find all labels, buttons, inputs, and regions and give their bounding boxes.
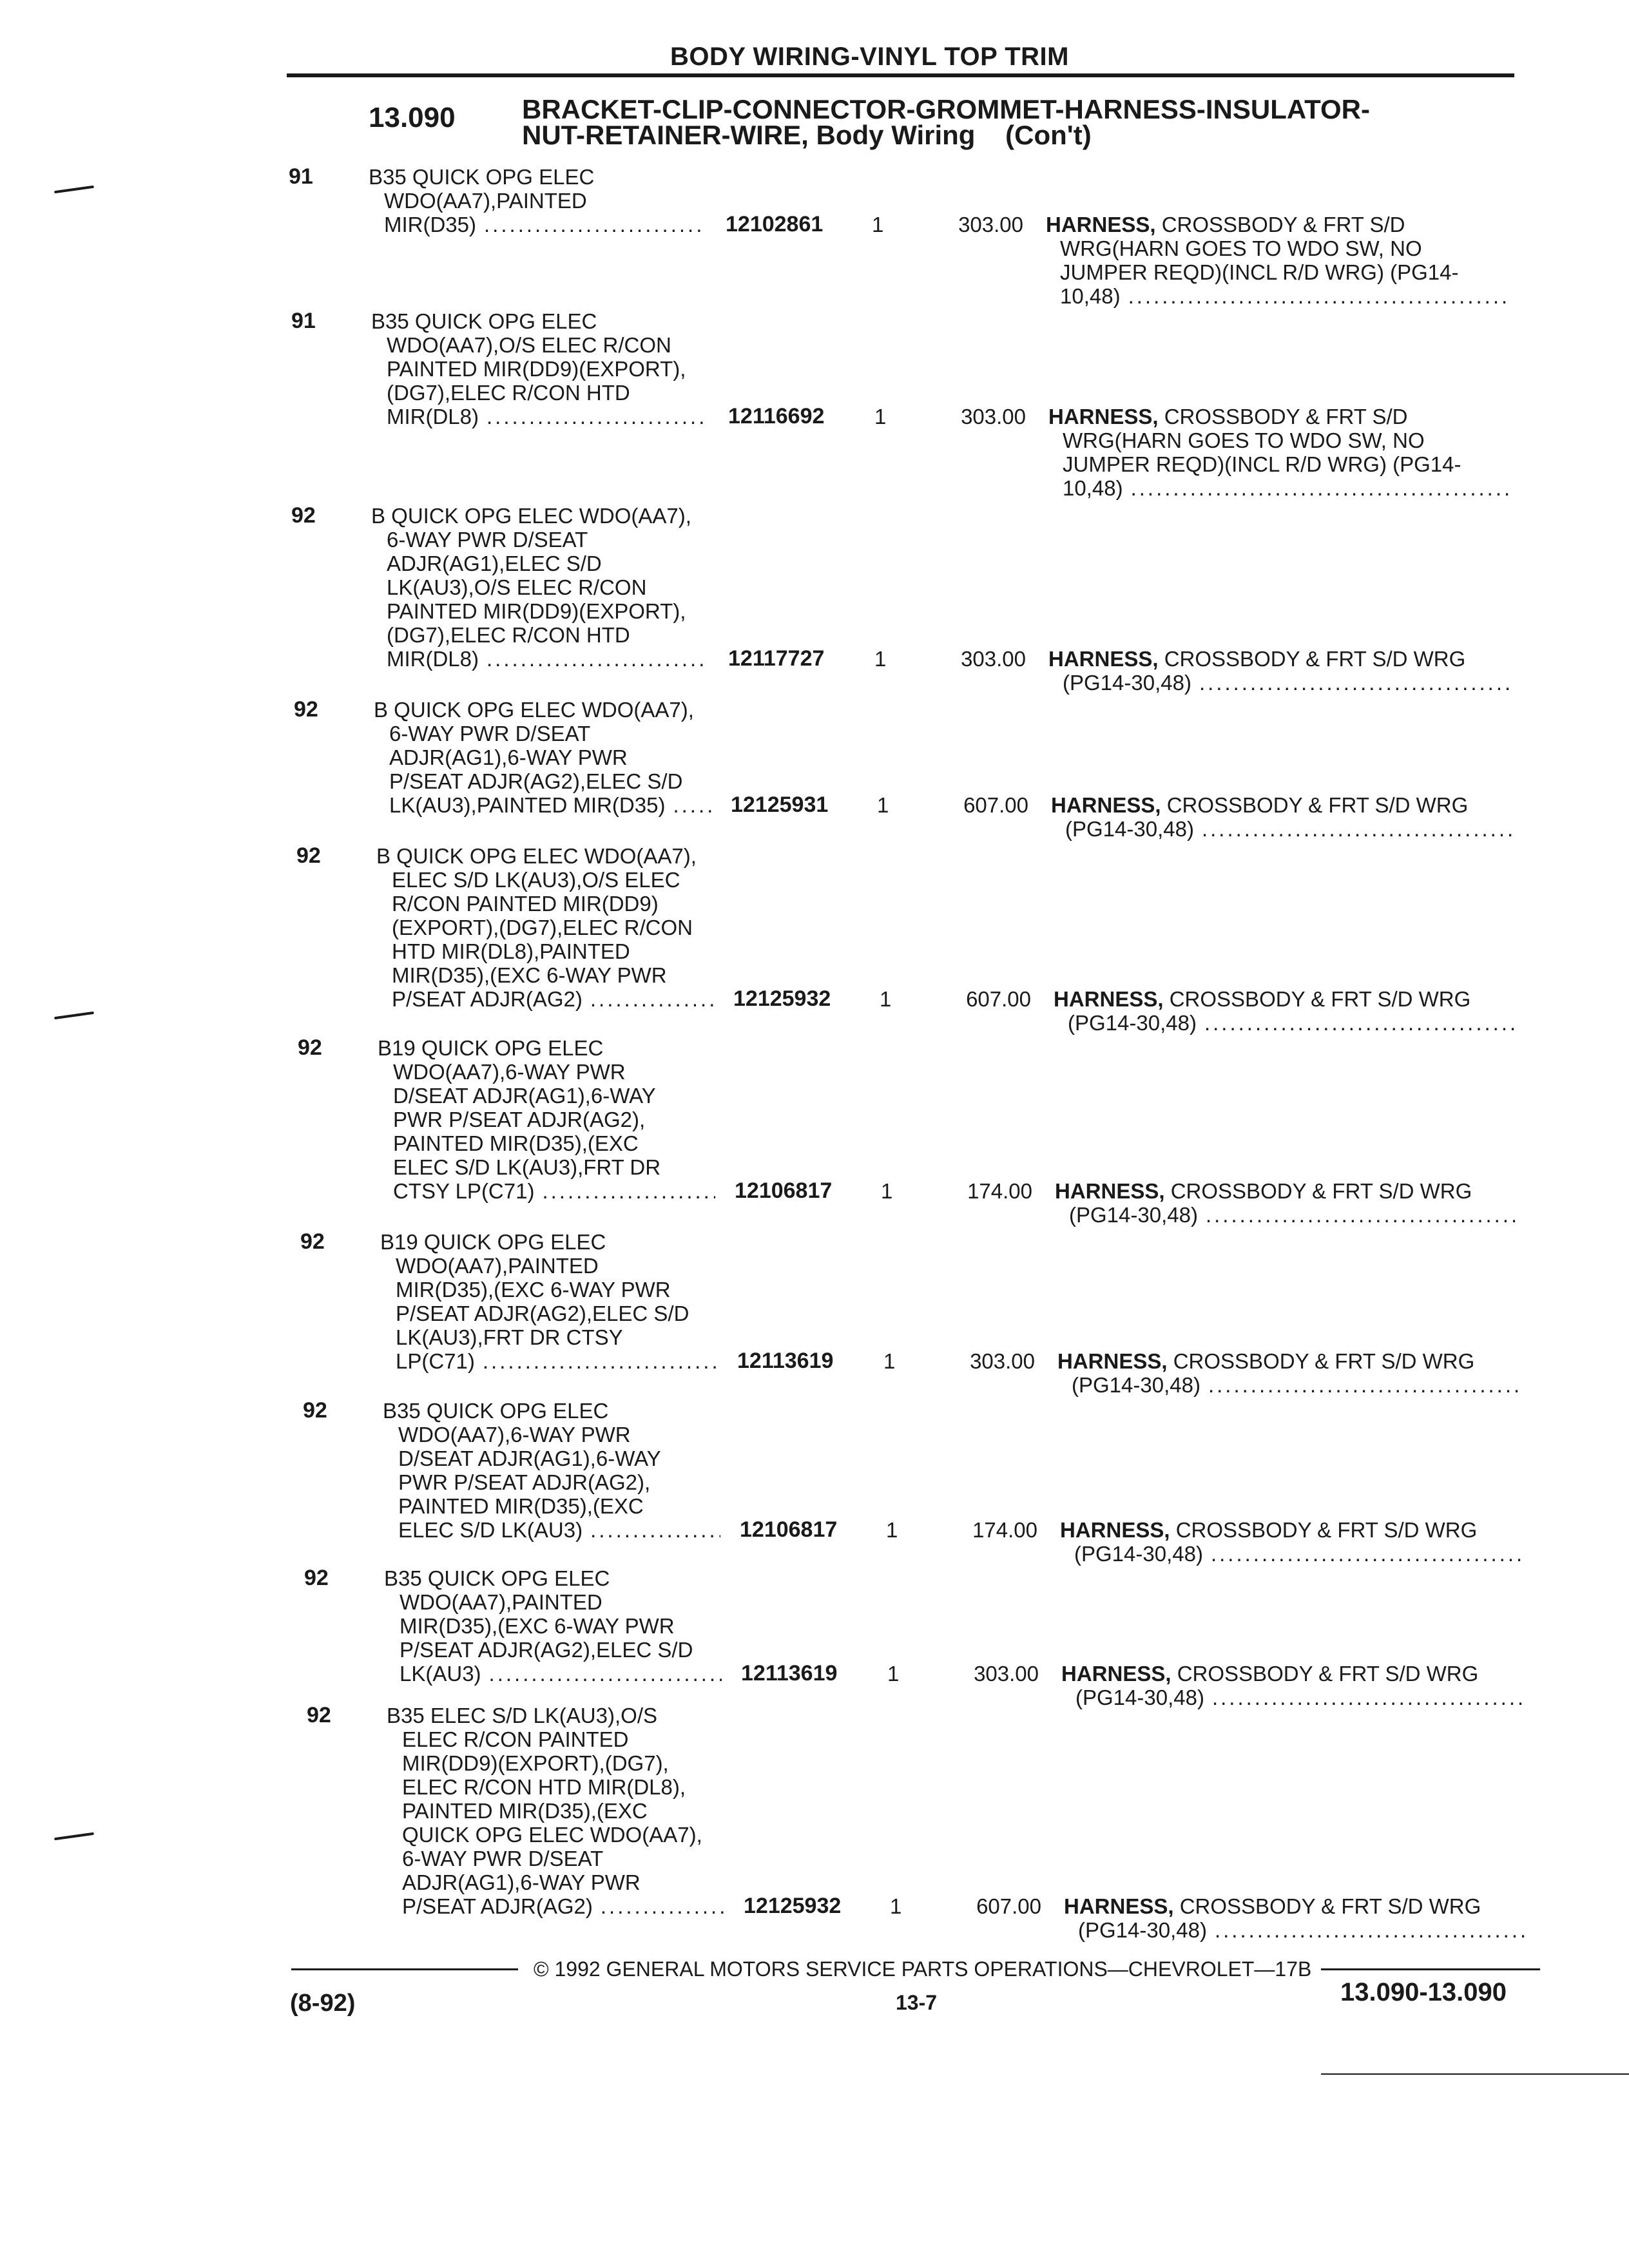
section-title-line2: NUT-RETAINER-WIRE, Body Wiring (Con't) [522, 120, 1092, 150]
usage-description [380, 1230, 715, 1373]
dot-leader [1208, 1373, 1523, 1397]
dot-leader [484, 213, 706, 236]
section-code: 13.090 [369, 102, 456, 133]
part-name-text: CROSSBODY & FRT S/D WRG [1173, 1894, 1481, 1918]
description-line: P/SEAT ADJR(AG2) [402, 1894, 593, 1918]
ref-number: 92 [296, 843, 321, 868]
description-line: WDO(AA7),O/S ELEC R/CON [387, 333, 671, 357]
part-name-line: JUMPER REQD)(INCL R/D WRG) (PG14- [1063, 452, 1461, 476]
price: 174.00 [967, 1179, 1032, 1203]
part-name-line: (PG14-30,48) [1069, 1203, 1198, 1227]
dot-leader [1128, 284, 1511, 308]
description-line: LK(AU3),FRT DR CTSY [396, 1325, 623, 1349]
ref-number: 91 [289, 164, 313, 189]
quantity: 1 [874, 405, 887, 428]
price: 303.00 [958, 213, 1023, 236]
price: 303.00 [961, 647, 1026, 671]
description-line: B35 QUICK OPG ELEC [384, 1566, 610, 1590]
description-line: MIR(DD9)(EXPORT),(DG7), [402, 1751, 669, 1775]
dot-leader [590, 987, 714, 1011]
part-name-first-line [1048, 647, 1525, 671]
description-line: P/SEAT ADJR(AG2),ELEC S/D [400, 1638, 693, 1662]
part-name-line: (PG14-30,48) [1078, 1918, 1207, 1942]
ref-number: 92 [303, 1398, 327, 1423]
part-name [1051, 793, 1528, 841]
dot-leader [1202, 817, 1516, 841]
ref-number: 92 [304, 1566, 329, 1590]
part-number: 12125931 [731, 793, 829, 817]
ref-number: 92 [307, 1703, 331, 1727]
part-name-last-line [1048, 671, 1514, 695]
part-name [1060, 1518, 1537, 1566]
description-line: MIR(D35),(EXC 6-WAY PWR [396, 1278, 671, 1302]
description-last-line [369, 213, 706, 236]
description-last-line [383, 1518, 720, 1542]
usage-description [384, 1566, 719, 1686]
part-name-first-line [1061, 1662, 1538, 1686]
description-line: ADJR(AG1),6-WAY PWR [402, 1870, 641, 1894]
part-name-last-line [1054, 1011, 1519, 1035]
description-line: (EXPORT),(DG7),ELEC R/CON [392, 916, 693, 939]
ref-number: 91 [291, 309, 316, 333]
part-name [1057, 1349, 1534, 1397]
bottom-rule [1321, 2073, 1629, 2075]
part-name-last-line [1046, 284, 1511, 308]
description-line: MIR(DL8) [387, 647, 479, 671]
description-line: B19 QUICK OPG ELEC [380, 1230, 606, 1254]
dot-leader [1211, 1542, 1525, 1566]
dot-leader [483, 1349, 718, 1373]
description-line: MIR(D35),(EXC 6-WAY PWR [400, 1614, 675, 1638]
part-name-first-line [1046, 213, 1523, 236]
description-line: 6-WAY PWR D/SEAT [389, 722, 591, 745]
description-line: MIR(D35),(EXC 6-WAY PWR [392, 963, 667, 987]
part-name-first-line [1064, 1894, 1541, 1918]
part-name-keyword: HARNESS, [1048, 405, 1159, 428]
part-name-first-line [1054, 987, 1530, 1011]
dot-leader [1212, 1686, 1527, 1709]
part-name-keyword: HARNESS, [1057, 1349, 1168, 1373]
part-number: 12125932 [733, 986, 831, 1011]
part-name-line: WRG(HARN GOES TO WDO SW, NO [1063, 428, 1425, 452]
description-line: WDO(AA7),PAINTED [396, 1254, 599, 1278]
part-name-last-line [1055, 1203, 1520, 1227]
price: 303.00 [974, 1662, 1039, 1686]
description-last-line [371, 405, 709, 428]
part-name-text: CROSSBODY & FRT S/D WRG [1164, 1179, 1472, 1203]
usage-description [371, 309, 706, 428]
dot-leader [1206, 1203, 1520, 1227]
footer-date-code: (8-92) [290, 1990, 356, 2017]
description-line: B35 QUICK OPG ELEC [371, 309, 597, 333]
description-line: WDO(AA7),PAINTED [400, 1590, 602, 1614]
section-title-line1: BRACKET-CLIP-CONNECTOR-GROMMET-HARNESS-INSULATOR- [522, 94, 1370, 124]
description-line: 6-WAY PWR D/SEAT [387, 528, 588, 552]
part-name-keyword: HARNESS, [1061, 1662, 1171, 1686]
price: 607.00 [966, 987, 1031, 1011]
part-name-last-line [1060, 1542, 1525, 1566]
description-line: B19 QUICK OPG ELEC [378, 1036, 604, 1060]
description-line: LK(AU3) [400, 1662, 481, 1686]
description-last-line [376, 987, 714, 1011]
usage-description [387, 1704, 722, 1918]
quantity: 1 [877, 793, 889, 817]
part-name-first-line [1048, 405, 1525, 428]
part-name-keyword: HARNESS, [1046, 213, 1156, 236]
description-line: P/SEAT ADJR(AG2),ELEC S/D [389, 769, 683, 793]
dot-leader [489, 1662, 722, 1686]
part-name-last-line [1064, 1918, 1529, 1942]
part-name-keyword: HARNESS, [1064, 1894, 1174, 1918]
part-name-first-line [1051, 793, 1528, 817]
part-name-keyword: HARNESS, [1051, 793, 1161, 817]
page-header: BODY WIRING-VINYL TOP TRIM [670, 43, 1069, 71]
part-name-line: WRG(HARN GOES TO WDO SW, NO [1060, 236, 1422, 260]
description-line: LK(AU3),O/S ELEC R/CON [387, 575, 647, 599]
description-line: D/SEAT ADJR(AG1),6-WAY [398, 1446, 661, 1470]
part-number: 12102861 [726, 212, 824, 236]
ref-number: 92 [294, 697, 318, 722]
margin-mark [54, 1012, 94, 1020]
margin-mark [54, 186, 94, 194]
part-name-keyword: HARNESS, [1055, 1179, 1165, 1203]
description-last-line [384, 1662, 722, 1686]
part-name-keyword: HARNESS, [1048, 647, 1159, 671]
part-number: 12106817 [735, 1178, 833, 1203]
part-name-text: CROSSBODY & FRT S/D WRG [1170, 1518, 1478, 1542]
quantity: 1 [887, 1662, 900, 1686]
description-last-line [387, 1894, 724, 1918]
description-line: PWR P/SEAT ADJR(AG2), [393, 1108, 646, 1131]
part-name-line: (PG14-30,48) [1068, 1011, 1197, 1035]
dot-leader [1199, 671, 1514, 695]
description-line: ELEC R/CON PAINTED [402, 1727, 629, 1751]
description-line: ELEC S/D LK(AU3),FRT DR [393, 1155, 661, 1179]
part-number: 12117727 [728, 646, 825, 671]
footer-copyright: © 1992 GENERAL MOTORS SERVICE PARTS OPERATIONS—CHEVROLET—17B [534, 1957, 1312, 1981]
ref-number: 92 [291, 503, 316, 528]
quantity: 1 [886, 1518, 898, 1542]
footer-range: 13.090-13.090 [1340, 1978, 1507, 2006]
part-name-text: CROSSBODY & FRT S/D WRG [1163, 987, 1471, 1011]
description-line: LP(C71) [396, 1349, 475, 1373]
part-name-text: CROSSBODY & FRT S/D WRG [1158, 647, 1466, 671]
price: 174.00 [972, 1518, 1037, 1542]
description-last-line [371, 647, 709, 671]
part-name-text: CROSSBODY & FRT S/D [1155, 213, 1405, 236]
part-name [1048, 647, 1525, 695]
description-last-line [378, 1179, 715, 1203]
description-line: ADJR(AG1),ELEC S/D [387, 552, 602, 575]
description-last-line [374, 793, 711, 817]
description-line: WDO(AA7),6-WAY PWR [398, 1423, 631, 1446]
part-name-first-line [1057, 1349, 1534, 1373]
part-name-line: JUMPER REQD)(INCL R/D WRG) (PG14- [1060, 260, 1459, 284]
part-name-line: 10,48) [1063, 476, 1123, 500]
quantity: 1 [881, 1179, 893, 1203]
part-name-text: CROSSBODY & FRT S/D WRG [1171, 1662, 1479, 1686]
part-name-last-line [1057, 1373, 1523, 1397]
description-line: P/SEAT ADJR(AG2),ELEC S/D [396, 1302, 689, 1325]
part-name-line: (PG14-30,48) [1072, 1373, 1200, 1397]
part-name [1054, 987, 1530, 1035]
footer-rule-left [291, 1968, 518, 1970]
part-name [1061, 1662, 1538, 1709]
description-line: PAINTED MIR(D35),(EXC [402, 1799, 648, 1823]
dot-leader [487, 647, 709, 671]
quantity: 1 [883, 1349, 896, 1373]
part-name-line: (PG14-30,48) [1074, 1542, 1203, 1566]
description-last-line [380, 1349, 718, 1373]
description-line: QUICK OPG ELEC WDO(AA7), [402, 1823, 702, 1847]
footer-page-number: 13-7 [896, 1991, 938, 2014]
usage-description [374, 698, 709, 817]
part-name-text: CROSSBODY & FRT S/D WRG [1167, 1349, 1475, 1373]
description-line: B35 QUICK OPG ELEC [383, 1399, 609, 1423]
price: 303.00 [970, 1349, 1035, 1373]
quantity: 1 [880, 987, 892, 1011]
price: 607.00 [963, 793, 1028, 817]
usage-description [376, 844, 711, 1011]
part-name-keyword: HARNESS, [1054, 987, 1164, 1011]
description-line: PAINTED MIR(D35),(EXC [398, 1494, 644, 1518]
part-name [1046, 213, 1523, 308]
part-name-text: CROSSBODY & FRT S/D [1158, 405, 1408, 428]
usage-description [383, 1399, 718, 1542]
description-line: HTD MIR(DL8),PAINTED [392, 939, 630, 963]
part-name-first-line [1055, 1179, 1532, 1203]
description-line: P/SEAT ADJR(AG2) [392, 987, 583, 1011]
dot-leader [1131, 476, 1514, 500]
description-line: B QUICK OPG ELEC WDO(AA7), [371, 504, 691, 528]
description-line: MIR(D35) [384, 213, 477, 236]
margin-mark [54, 1832, 94, 1841]
ref-number: 92 [298, 1035, 322, 1060]
description-line: PAINTED MIR(DD9)(EXPORT), [387, 357, 686, 381]
part-name-line: (PG14-30,48) [1063, 671, 1191, 695]
part-number: 12113619 [737, 1349, 834, 1373]
description-line: B QUICK OPG ELEC WDO(AA7), [376, 844, 697, 868]
ref-number: 92 [300, 1229, 325, 1254]
description-line: WDO(AA7),6-WAY PWR [393, 1060, 626, 1084]
part-number: 12116692 [728, 404, 825, 428]
description-line: ELEC S/D LK(AU3),O/S ELEC [392, 868, 680, 892]
part-number: 12106817 [740, 1517, 838, 1542]
description-line: (DG7),ELEC R/CON HTD [387, 381, 630, 405]
description-line: ELEC R/CON HTD MIR(DL8), [402, 1775, 686, 1799]
description-line: MIR(DL8) [387, 405, 479, 428]
description-line: PAINTED MIR(DD9)(EXPORT), [387, 599, 686, 623]
part-name-line: 10,48) [1060, 284, 1121, 308]
dot-leader [542, 1179, 715, 1203]
dot-leader [1204, 1011, 1519, 1035]
description-line: B35 QUICK OPG ELEC [369, 165, 595, 189]
part-name-text: CROSSBODY & FRT S/D WRG [1161, 793, 1469, 817]
dot-leader [601, 1894, 724, 1918]
description-line: B QUICK OPG ELEC WDO(AA7), [374, 698, 694, 722]
description-line: R/CON PAINTED MIR(DD9) [392, 892, 659, 916]
description-line: (DG7),ELEC R/CON HTD [387, 623, 630, 647]
part-name-line: (PG14-30,48) [1065, 817, 1194, 841]
part-number: 12113619 [741, 1661, 838, 1686]
description-line: CTSY LP(C71) [393, 1179, 535, 1203]
part-name-first-line [1060, 1518, 1537, 1542]
part-number: 12125932 [744, 1894, 842, 1918]
quantity: 1 [890, 1894, 902, 1918]
part-name [1055, 1179, 1532, 1227]
part-name [1064, 1894, 1541, 1942]
part-name-line: (PG14-30,48) [1075, 1686, 1204, 1709]
usage-description [378, 1036, 713, 1203]
usage-description [371, 504, 706, 671]
dot-leader [487, 405, 709, 428]
price: 607.00 [976, 1894, 1041, 1918]
section-title [522, 94, 1370, 150]
description-line: LK(AU3),PAINTED MIR(D35) [389, 793, 666, 817]
quantity: 1 [874, 647, 887, 671]
description-line: ELEC S/D LK(AU3) [398, 1518, 583, 1542]
price: 303.00 [961, 405, 1026, 428]
description-line: PAINTED MIR(D35),(EXC [393, 1131, 639, 1155]
part-name-keyword: HARNESS, [1060, 1518, 1170, 1542]
description-line: ADJR(AG1),6-WAY PWR [389, 745, 628, 769]
part-name-last-line [1061, 1686, 1527, 1709]
dot-leader [673, 793, 711, 817]
part-name-last-line [1051, 817, 1516, 841]
part-name [1048, 405, 1525, 500]
footer-rule-right [1321, 1968, 1540, 1970]
usage-description [369, 165, 704, 236]
description-line: PWR P/SEAT ADJR(AG2), [398, 1470, 651, 1494]
description-line: WDO(AA7),PAINTED [384, 189, 587, 213]
quantity: 1 [872, 213, 884, 236]
description-line: B35 ELEC S/D LK(AU3),O/S [387, 1704, 657, 1727]
dot-leader [590, 1518, 720, 1542]
description-line: 6-WAY PWR D/SEAT [402, 1847, 604, 1870]
header-rule [287, 73, 1514, 77]
description-line: D/SEAT ADJR(AG1),6-WAY [393, 1084, 656, 1108]
part-name-last-line [1048, 476, 1514, 500]
dot-leader [1215, 1918, 1529, 1942]
